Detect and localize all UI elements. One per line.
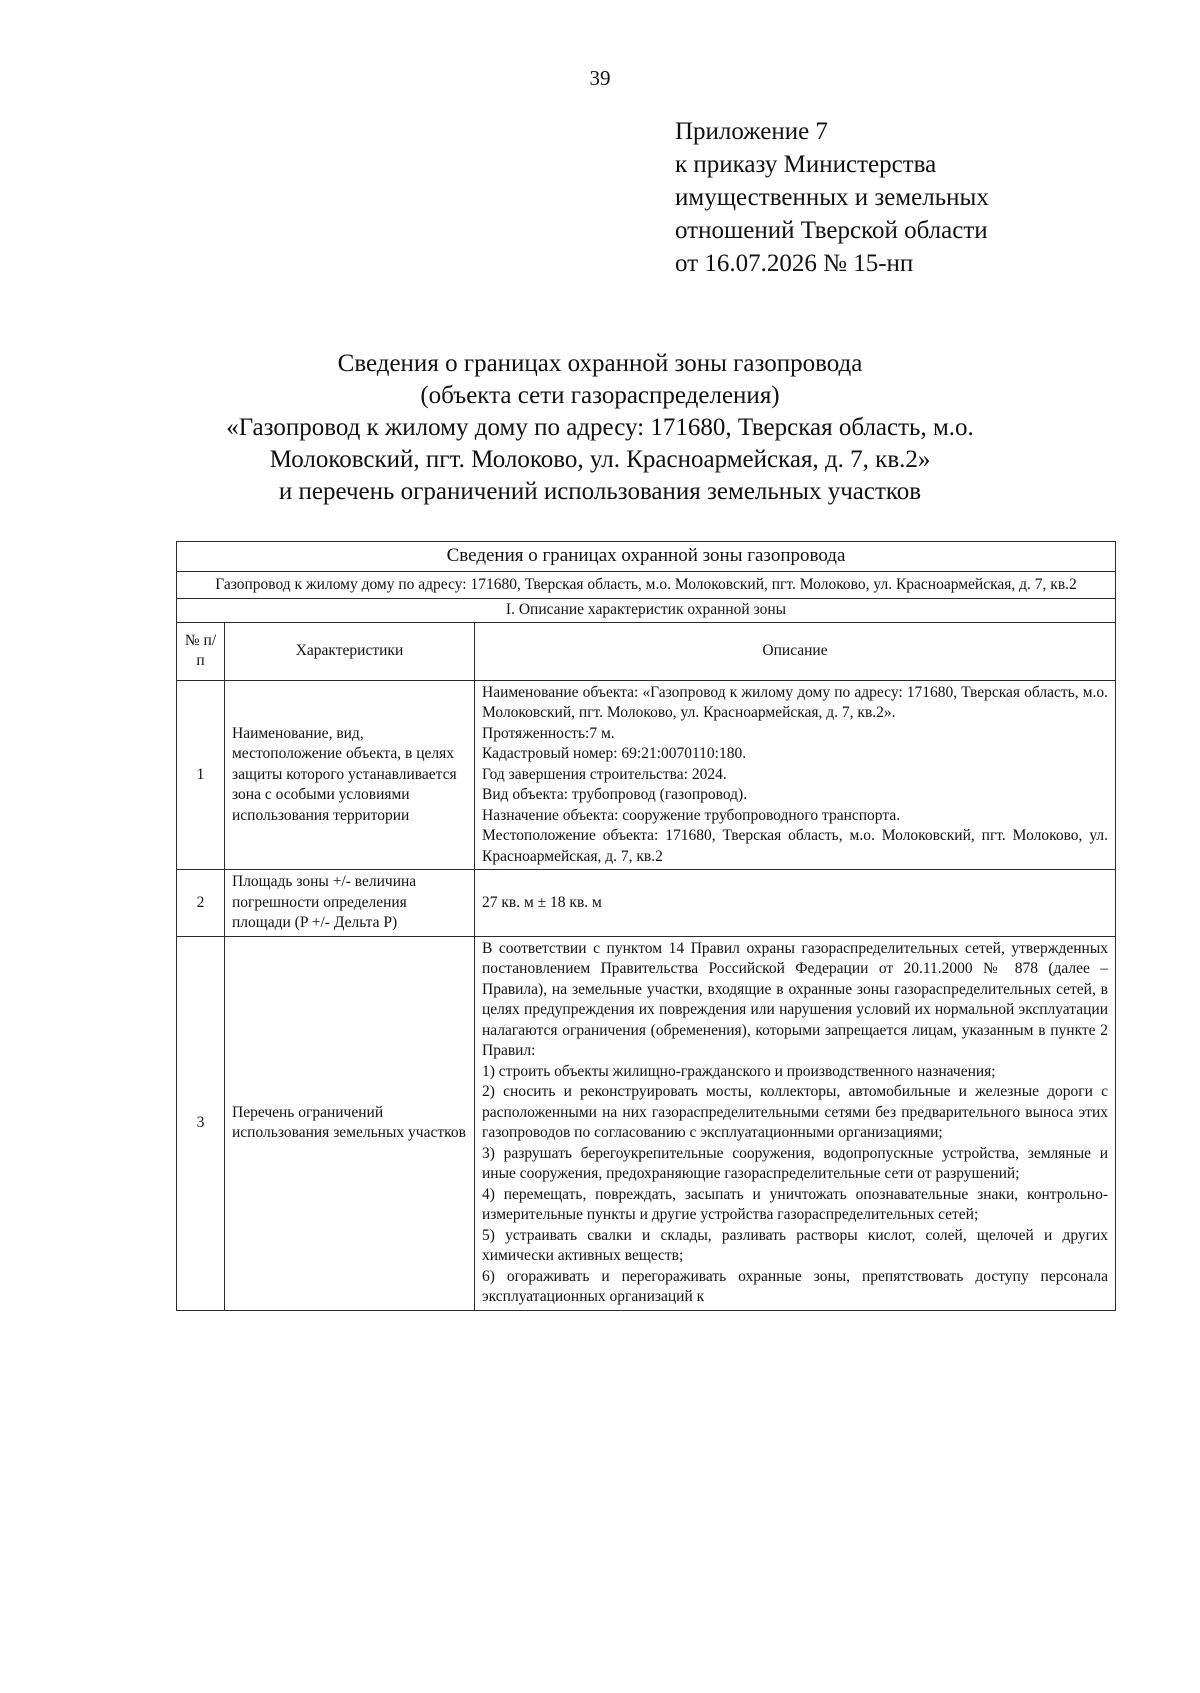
header-characteristic: Характеристики [225, 622, 475, 680]
table-row [177, 936, 1116, 1310]
table-row [177, 870, 1116, 937]
title-line: Молоковский, пгт. Молоково, ул. Красноармейская, д. 7, кв.2» [269, 446, 931, 473]
table-header-row [177, 622, 1116, 680]
description-line: 4) перемещать, повреждать, засыпать и уничтожать опознавательные знаки, контрольно-измерительные пункты и другие устройства газораспределительных сетей; [482, 1185, 1109, 1223]
appendix-block [675, 115, 989, 280]
header-description: Описание [475, 622, 1116, 680]
page-number: 39 [589, 66, 611, 90]
table-object-name: Газопровод к жилому дому по адресу: 171680, Тверская область, м.о. Молоковский, пгт. Молоково, ул. Красноармейская, д. 7, кв.2 [177, 571, 1116, 599]
description-line: Вид объекта: трубопровод (газопровод). [482, 786, 748, 803]
description-line: Год завершения строительства: 2024. [482, 765, 727, 783]
row-characteristic: Перечень ограничений использования земельных участков [225, 936, 475, 1310]
description-line: 1) строить объекты жилищно-гражданского и производственного назначения; [482, 1062, 996, 1080]
appendix-line: Приложение 7 [675, 118, 828, 145]
row-num: 1 [177, 680, 225, 870]
appendix-line: отношений Тверской области [675, 217, 988, 244]
description-line: Наименование объекта: «Газопровод к жилому дому по адресу: 171680, Тверская область, м.о. Молоковский, пгт. Молоково, ул. Красноармейская, д. 7, кв.2». [482, 683, 1109, 721]
row-characteristic: Площадь зоны +/- величина погрешности определения площади (P +/- Дельта P) [225, 870, 475, 937]
row-description [475, 936, 1116, 1310]
title-line: и перечень ограничений использования земельных участков [278, 478, 922, 505]
table-row [177, 680, 1116, 870]
title-line: Сведения о границах охранной зоны газопровода [337, 350, 863, 377]
document-title [130, 348, 1070, 508]
appendix-line: к приказу Министерства [675, 151, 937, 178]
row-description [475, 870, 1116, 937]
description-line: 5) устраивать свалки и склады, разливать растворы кислот, солей, щелочей и других химически активных веществ; [482, 1226, 1109, 1264]
appendix-line: от 16.07.2026 № 15-нп [675, 250, 914, 277]
title-line: (объекта сети газораспределения) [420, 382, 780, 409]
description-line: Местоположение объекта: 171680, Тверская область, м.о. Молоковский, пгт. Молоково, ул. Красноармейская, д. 7, кв.2 [482, 827, 1109, 865]
table-title: Сведения о границах охранной зоны газопровода [177, 542, 1116, 572]
row-num: 2 [177, 870, 225, 937]
description-line: Протяженность:7 м. [482, 724, 615, 742]
table-section-title: I. Описание характеристик охранной зоны [177, 599, 1116, 623]
description-line: Кадастровый номер: 69:21:0070110:180. [482, 745, 747, 762]
appendix-line: имущественных и земельных [675, 184, 989, 211]
row-characteristic: Наименование, вид, местоположение объекта, в целях защиты которого устанавливается зона с особыми условиями использования территории [225, 680, 475, 870]
row-num: 3 [177, 936, 225, 1310]
description-line: 3) разрушать берегоукрепительные сооружения, водопропускные устройства, земляные и иные сооружения, предохраняющие газораспределительные сети от разрушений; [482, 1144, 1109, 1182]
description-line: В соответствии с пунктом 14 Правил охраны газораспределительных сетей, утвержденных постановлением Правительства Российской Федерации от 20.11.2000 № 878 (далее – Правила), на земельные участки, входящие в охранные зоны газораспределительных сетей, в целях предупреждения их повреждения или нарушения условий их нормальной эксплуатации налагаются ограничения (обременения), которыми запрещается лицам, указанным в пункте 2 Правил: [482, 939, 1109, 1059]
row-description [475, 680, 1116, 870]
description-line: 27 кв. м ± 18 кв. м [482, 893, 602, 911]
header-num: № п/п [177, 622, 225, 680]
title-line: «Газопровод к жилому дому по адресу: 171680, Тверская область, м.о. [226, 414, 974, 441]
zone-table [176, 541, 1116, 1311]
description-line: Назначение объекта: сооружение трубопроводного транспорта. [482, 806, 901, 824]
description-line: 6) огораживать и перегораживать охранные зоны, препятствовать доступу персонала эксплуатационных организаций к [482, 1267, 1109, 1305]
description-line: 2) сносить и реконструировать мосты, коллекторы, автомобильные и железные дороги с расположенными на них газораспределительными сетями без предварительного выноса этих газопроводов по согласованию с эксплуатационными организациями; [482, 1083, 1109, 1141]
